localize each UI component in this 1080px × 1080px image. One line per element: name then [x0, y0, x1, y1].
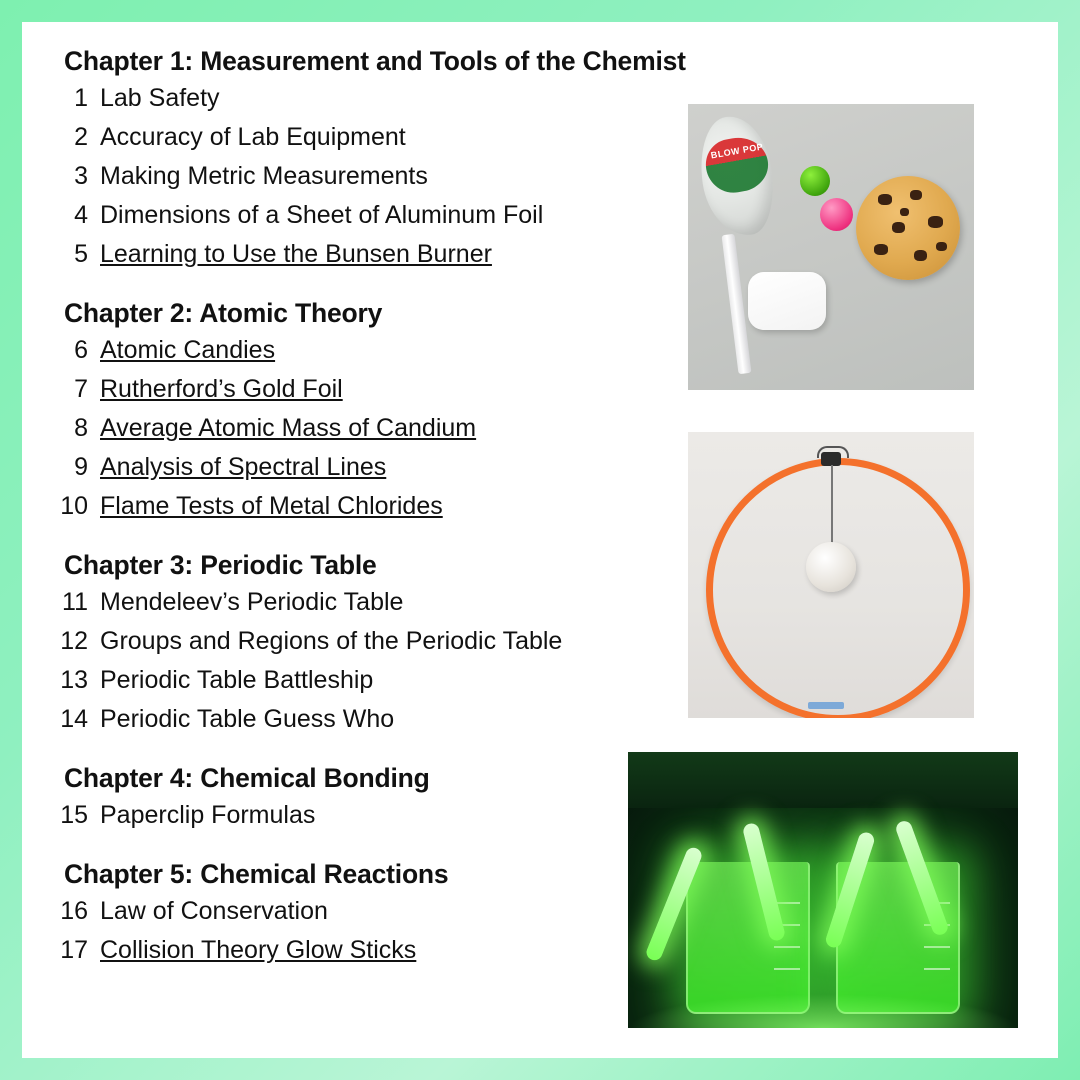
toc-entry-link[interactable]: [42, 370, 702, 409]
entry-number: 3: [74, 162, 88, 190]
foam-ball: [806, 542, 856, 592]
entry-title: Accuracy of Lab Equipment: [100, 123, 406, 151]
section-spacer: [42, 274, 702, 298]
glow-stick-beakers-photo: [628, 752, 1018, 1028]
chapter-heading-4: Chapter 4: Chemical Bonding: [64, 763, 430, 793]
toc-entry-link[interactable]: [42, 448, 702, 487]
entry-title: Periodic Table Guess Who: [100, 705, 395, 733]
cookie-chip: [878, 194, 892, 205]
entry-title: Analysis of Spectral Lines: [100, 453, 387, 481]
cookie-chip: [900, 208, 909, 216]
entry-title: Rutherford’s Gold Foil: [100, 375, 343, 403]
green-candy: [800, 166, 830, 196]
entry-title: Learning to Use the Bunsen Burner: [100, 240, 492, 268]
glow-spill: [628, 994, 1018, 1028]
entry-number: 5: [74, 240, 88, 268]
entry-title: Making Metric Measurements: [100, 162, 428, 190]
toc-entry[interactable]: [42, 79, 702, 118]
entry-title: Lab Safety: [100, 84, 220, 112]
toc-entry[interactable]: [42, 661, 702, 700]
entry-number: 13: [60, 666, 88, 694]
section-spacer: [42, 526, 702, 550]
cookie-chip: [914, 250, 927, 261]
entry-title: Collision Theory Glow Sticks: [100, 936, 417, 964]
photo-column: [608, 22, 1028, 1058]
entry-title: Periodic Table Battleship: [100, 666, 374, 694]
toc-entry[interactable]: [42, 118, 702, 157]
entry-number: 8: [74, 414, 88, 442]
cookie-chip: [936, 242, 947, 251]
lollipop-brand-text: BLOW POP: [710, 141, 764, 161]
pendulum-string: [831, 465, 833, 547]
lollipop-stick: [722, 234, 752, 375]
dark-lab-bench: [628, 752, 1018, 808]
cookie-chip: [910, 190, 922, 200]
entry-number: 6: [74, 336, 88, 364]
cookie-chip: [892, 222, 905, 233]
beaker-graduation: [774, 946, 800, 948]
page-card: [22, 22, 1058, 1058]
chapter-heading-2: Chapter 2: Atomic Theory: [64, 298, 383, 328]
toc-entry[interactable]: [42, 196, 702, 235]
toc-entry-link[interactable]: [42, 409, 702, 448]
candy-atoms-photo: [688, 104, 974, 390]
entry-title: Mendeleev’s Periodic Table: [100, 588, 404, 616]
toc-entry[interactable]: [42, 622, 702, 661]
chapter-heading-3: Chapter 3: Periodic Table: [64, 550, 377, 580]
entry-title: Dimensions of a Sheet of Aluminum Foil: [100, 201, 544, 229]
entry-number: 15: [60, 801, 88, 829]
blue-tape: [808, 702, 844, 709]
table-of-contents: [42, 32, 702, 970]
cookie-chip: [874, 244, 888, 255]
entry-number: 7: [74, 375, 88, 403]
beaker-left: [686, 862, 810, 1014]
beaker-graduation: [924, 946, 950, 948]
entry-title: Law of Conservation: [100, 897, 328, 925]
entry-number: 17: [60, 936, 88, 964]
toc-entry-link[interactable]: [42, 235, 702, 274]
beaker-graduation: [774, 968, 800, 970]
entry-number: 1: [74, 84, 88, 112]
entry-number: 4: [74, 201, 88, 229]
chocolate-chip-cookie: [856, 176, 960, 280]
toc-entry[interactable]: [42, 796, 702, 835]
toc-entry[interactable]: [42, 700, 702, 739]
gold-foil-hoop-photo: [688, 432, 974, 718]
entry-title: Flame Tests of Metal Chlorides: [100, 492, 443, 520]
entry-number: 12: [60, 627, 88, 655]
entry-number: 9: [74, 453, 88, 481]
pink-candy: [820, 198, 853, 231]
toc-entry-link[interactable]: [42, 931, 702, 970]
toc-entry-link[interactable]: [42, 331, 702, 370]
section-spacer: [42, 739, 702, 763]
entry-number: 16: [60, 897, 88, 925]
entry-title: Paperclip Formulas: [100, 801, 316, 829]
toc-entry-link[interactable]: [42, 487, 702, 526]
section-spacer: [42, 835, 702, 859]
toc-entry[interactable]: [42, 157, 702, 196]
entry-title: Groups and Regions of the Periodic Table: [100, 627, 563, 655]
entry-title: Atomic Candies: [100, 336, 276, 364]
toc-entry[interactable]: [42, 892, 702, 931]
entry-number: 14: [60, 705, 88, 733]
cookie-chip: [928, 216, 943, 228]
entry-title: Average Atomic Mass of Candium: [100, 414, 477, 442]
entry-number: 10: [60, 492, 88, 520]
chapter-heading-1: Chapter 1: Measurement and Tools of the Chemist: [64, 46, 686, 76]
beaker-graduation: [924, 968, 950, 970]
chapter-heading-5: Chapter 5: Chemical Reactions: [64, 859, 449, 889]
binder-clip: [821, 452, 841, 466]
toc-entry[interactable]: [42, 583, 702, 622]
entry-number: 11: [62, 588, 88, 616]
entry-number: 2: [74, 123, 88, 151]
marshmallow: [748, 272, 826, 330]
